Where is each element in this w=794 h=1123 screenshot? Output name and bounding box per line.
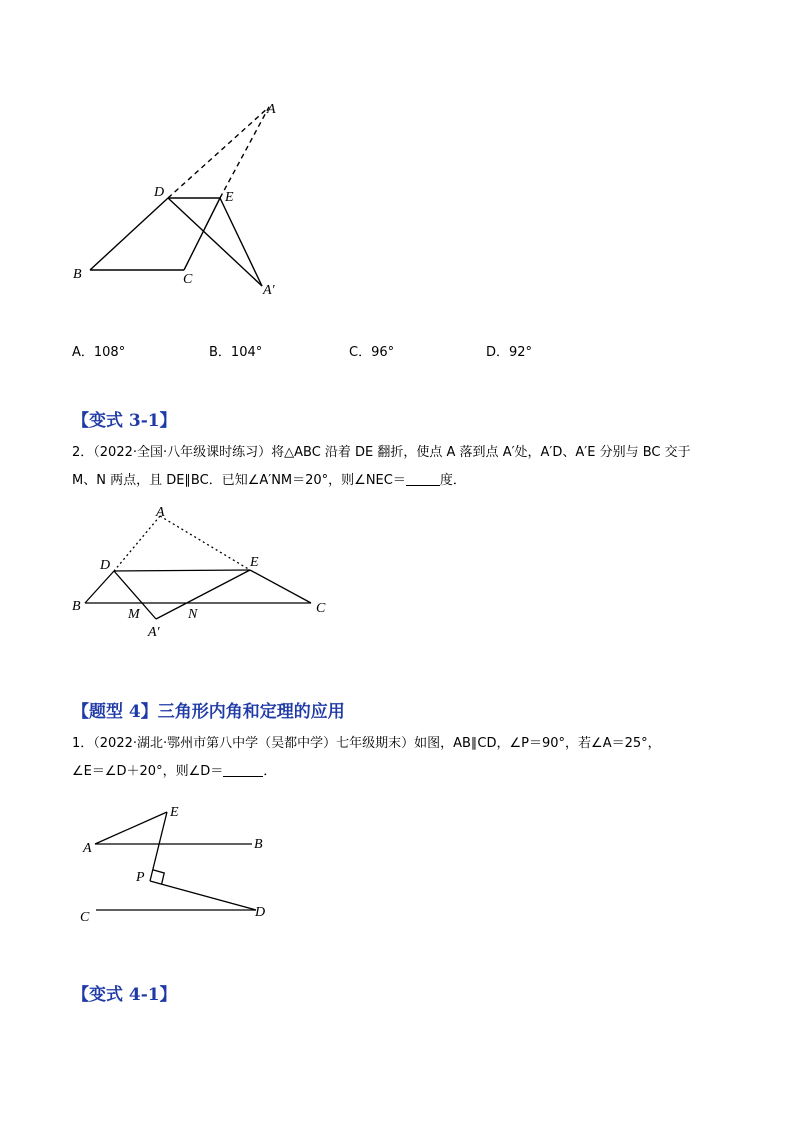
problem-2 [72,439,691,495]
segment-da-dashed [168,107,269,198]
point-label-e: E [250,555,259,570]
point-label-c: C [80,910,90,925]
point-label-d: D [154,185,165,200]
segment-ea-dashed [220,107,269,198]
point-label-b: B [73,267,82,282]
point-label-a: A [156,505,165,520]
variant-3-1-heading: 【变式 3-1】 [72,411,177,431]
segment-ad-dotted [114,516,160,571]
type-4-heading: 【题型 4】三角形内角和定理的应用 [72,702,345,722]
problem-2-line-1: 2．（2022·全国·八年级课时练习）将△ABC 沿着 DE 翻折，使点 A 落到点 A′处，A′D、A′E 分别与 BC 交于 [72,445,691,460]
segment-de [114,570,250,571]
problem-4-1-line-1: 1．（2022·湖北·鄂州市第八中学（吴都中学）七年级期末）如图，AB∥CD，∠P＝90°，若∠A＝25°， [72,736,661,751]
segment-ea-prime [156,570,250,619]
point-label-c: C [316,601,326,616]
point-label-b: B [254,837,263,852]
problem-4-1-line-2-text: ∠E＝∠D＋20°，则∠D＝ [72,764,224,779]
point-label-n: N [188,607,198,622]
point-label-d: D [255,905,266,920]
segment-ep [150,812,167,881]
point-label-d: D [100,558,111,573]
point-label-e: E [170,805,179,820]
point-label-m: M [128,607,140,622]
problem-4-1 [72,730,661,786]
point-label-a: A [267,102,276,117]
choice-c[interactable]: C．96° [349,345,395,360]
choice-a[interactable]: A．108° [72,345,126,360]
point-label-e: E [225,190,234,205]
segment-pd [150,881,256,910]
problem-4-1-line-2-suffix: ． [263,764,277,779]
segment-ae [95,812,167,844]
segment-ec [250,570,311,603]
problem-4-1-line-2 [72,758,661,786]
choice-d[interactable]: D．92° [486,345,533,360]
problem-2-line-2-text: M、N 两点，且 DE∥BC．已知∠A′NM＝20°，则∠NEC＝ [72,473,406,488]
figure-parallel-lines-right-angle [70,795,290,935]
segment-ae-dotted [160,516,250,570]
segment-ec [184,198,220,270]
figure-fold-de-parallel-bc [60,500,340,640]
point-label-p: P [136,870,145,885]
point-label-c: C [183,272,193,287]
point-label-b: B [72,599,81,614]
segment-db [85,571,114,603]
problem-2-line-2-suffix: 度． [439,473,466,488]
choice-b[interactable]: B．104° [209,345,263,360]
point-label-a: A [83,841,92,856]
variant-4-1-heading: 【变式 4-1】 [72,985,177,1005]
figure-folded-triangle [60,95,300,305]
answer-blank[interactable] [223,762,263,777]
point-label-a-prime: A′ [263,283,275,298]
problem-2-line-2 [72,467,691,495]
segment-ea-prime [220,198,262,286]
point-label-a-prime: A′ [148,625,160,640]
segment-db [90,198,168,270]
answer-blank[interactable] [406,471,440,486]
